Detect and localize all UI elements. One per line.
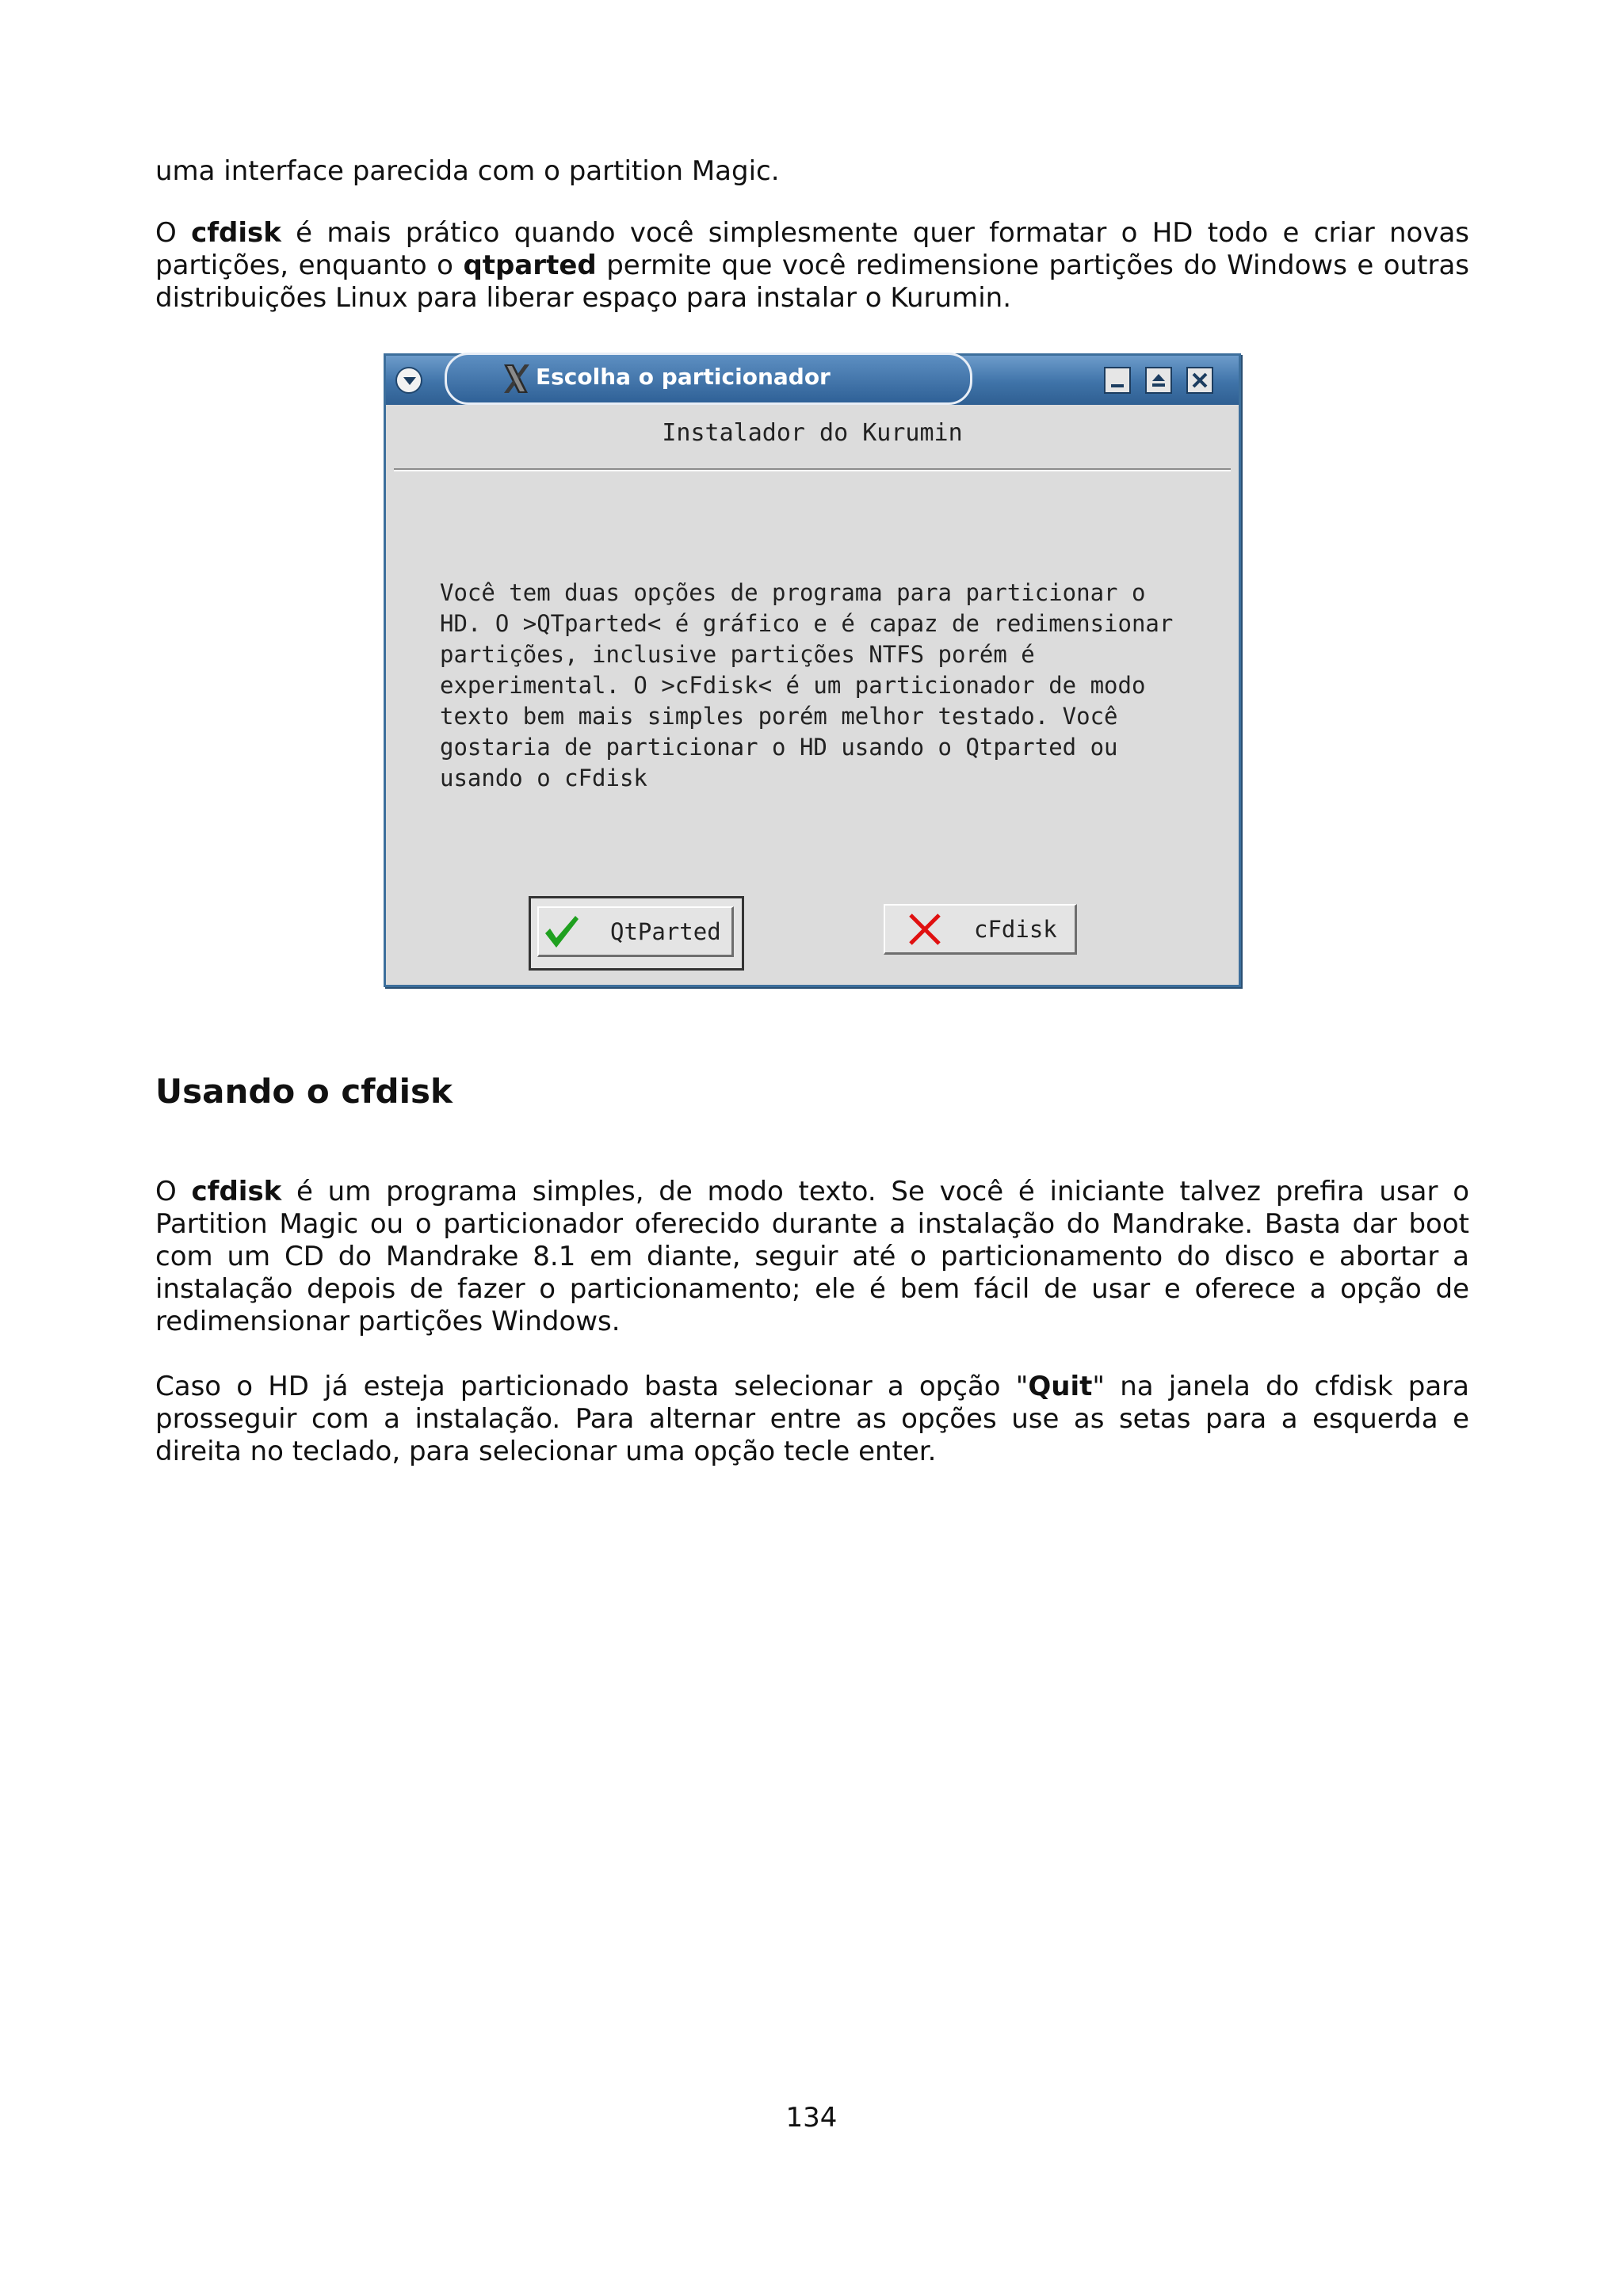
- cfdisk-button-label: cFdisk: [974, 915, 1057, 943]
- text-run: O: [155, 217, 192, 249]
- checkmark-icon: [539, 910, 583, 954]
- bold-term-quit: Quit: [1028, 1371, 1093, 1402]
- intro-text: uma interface parecida com o partition Magic.: [155, 155, 780, 187]
- bold-term-qtparted: qtparted: [463, 250, 597, 281]
- bold-term-cfdisk: cfdisk: [191, 217, 281, 249]
- x-mark-icon: [903, 907, 947, 952]
- cfdisk-button[interactable]: [884, 904, 1077, 955]
- text-run: " na janela do cfdisk para prosseguir com a instalação. Para alternar entre as opções use as setas para a esquerda e direita no teclado, para selecionar uma opção tecle enter.: [155, 1371, 1469, 1467]
- qtparted-button-focus-frame: [529, 896, 744, 971]
- paragraph-cfdisk-intro: [155, 1176, 1469, 1338]
- maximize-icon[interactable]: [1145, 367, 1172, 394]
- paragraph-quit-option: [155, 1371, 1469, 1468]
- window-title: Escolha o particionador: [536, 364, 831, 390]
- installer-header: Instalador do Kurumin: [662, 419, 963, 447]
- window-title-tab: [445, 353, 972, 405]
- x-logo-icon: [501, 363, 531, 395]
- section-heading: Usando o cfdisk: [155, 1072, 453, 1111]
- text-run: permite que você redimensione partições do Windows e outras distribuições Linux para liberar espaço para instalar o Kurumin.: [155, 250, 1469, 314]
- dialog-message: Você tem duas opções de programa para particionar o HD. O >QTparted< é gráfico e é capaz de redimensionar partições, inclusive partições NTFS porém é experimental. O >cFdisk< é um particionador de modo texto bem mais simples porém melhor testado. Você gostaria de particionar o HD usando o Qtparted ou usando o cFdisk: [440, 579, 1174, 791]
- text-run: Caso o HD já esteja particionado basta selecionar a opção ": [155, 1371, 1029, 1402]
- paragraph-cfdisk-vs-qtparted: [155, 217, 1469, 315]
- text-run: O: [155, 1176, 192, 1207]
- page-number: 134: [785, 2102, 838, 2134]
- bold-term-cfdisk: cfdisk: [191, 1176, 282, 1207]
- intro-paragraph: [155, 155, 1469, 188]
- window-titlebar: [386, 356, 1239, 405]
- qtparted-button-label: QtParted: [610, 917, 721, 945]
- minimize-icon[interactable]: [1104, 367, 1131, 394]
- close-icon[interactable]: [1186, 367, 1213, 394]
- header-separator: [394, 468, 1231, 471]
- qtparted-button[interactable]: [537, 906, 734, 957]
- text-run: é um programa simples, de modo texto. Se você é iniciante talvez prefira usar o Partition Magic ou o particionador oferecido durante a instalação do Mandrake. Basta dar boot com um CD do Mandrake 8.1 em diante, seguir até o particionamento do disco e abortar a instalação depois de fazer o particionamento; ele é bem fácil de usar e oferece a opção de redimensionar partições Windows.: [155, 1176, 1469, 1337]
- partitioner-dialog-window: [384, 353, 1241, 987]
- window-menu-icon[interactable]: [395, 367, 422, 394]
- text-run: é mais prático quando você simplesmente quer formatar o HD todo e criar novas partições, enquanto o: [155, 217, 1469, 281]
